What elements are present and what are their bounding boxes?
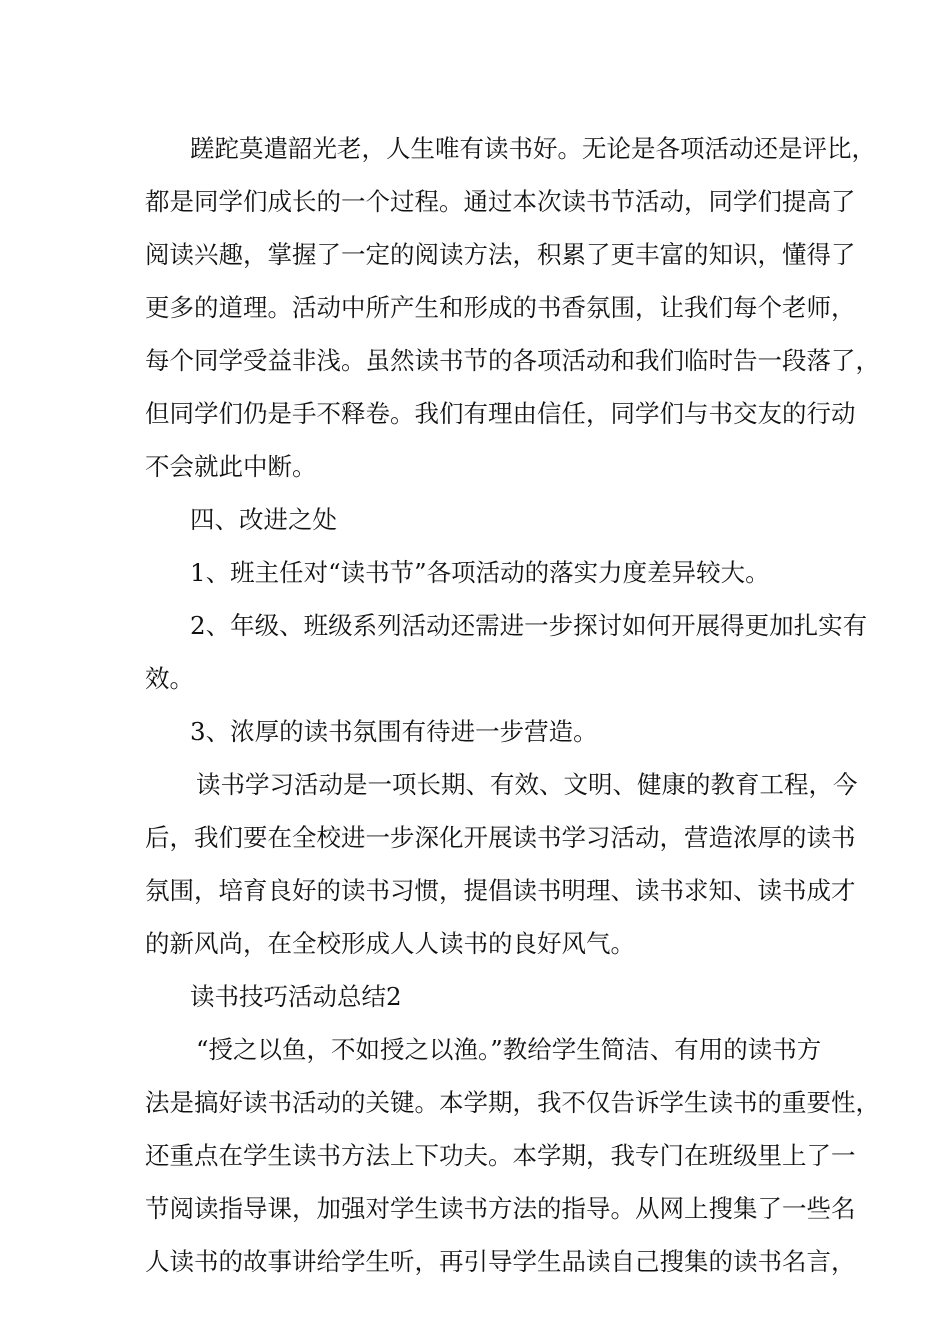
paragraph-line: 更多的道理。活动中所产生和形成的书香氛围，让我们每个老师， xyxy=(145,293,856,322)
paragraph-line: 氛围，培育良好的读书习惯，提倡读书明理、读书求知、读书成才 xyxy=(145,876,856,905)
paragraph-line: 蹉跎莫遣韶光老，人生唯有读书好。无论是各项活动还是评比， xyxy=(190,134,876,163)
list-item: 1、班主任对“读书节”各项活动的落实力度差异较大。 xyxy=(190,558,770,587)
section-title: 读书技巧活动总结2 xyxy=(190,982,402,1011)
list-item: 2、年级、班级系列活动还需进一步探讨如何开展得更加扎实有 xyxy=(190,611,868,640)
paragraph-line: 但同学们仍是手不释卷。我们有理由信任，同学们与书交友的行动 xyxy=(145,399,856,428)
paragraph-line: 人读书的故事讲给学生听，再引导学生品读自己搜集的读书名言， xyxy=(145,1247,856,1276)
paragraph-line: 不会就此中断。 xyxy=(145,452,317,481)
list-item-continuation: 效。 xyxy=(145,664,194,693)
section-heading: 四、改进之处 xyxy=(190,505,337,534)
paragraph-line: 每个同学受益非浅。虽然读书节的各项活动和我们临时告一段落了， xyxy=(145,346,880,375)
paragraph-line: 读书学习活动是一项长期、有效、文明、健康的教育工程，今 xyxy=(196,770,858,799)
paragraph-line: 都是同学们成长的一个过程。通过本次读书节活动，同学们提高了 xyxy=(145,187,856,216)
paragraph-line: 法是搞好读书活动的关键。本学期，我不仅告诉学生读书的重要性， xyxy=(145,1088,880,1117)
paragraph-line: 的新风尚，在全校形成人人读书的良好风气。 xyxy=(145,929,635,958)
paragraph-line: “授之以鱼，不如授之以渔。”教给学生简洁、有用的读书方 xyxy=(196,1035,822,1064)
paragraph-line: 后，我们要在全校进一步深化开展读书学习活动，营造浓厚的读书 xyxy=(145,823,856,852)
paragraph-line: 节阅读指导课，加强对学生读书方法的指导。从网上搜集了一些名 xyxy=(145,1194,856,1223)
list-item: 3、浓厚的读书氛围有待进一步营造。 xyxy=(190,717,598,746)
paragraph-line: 阅读兴趣，掌握了一定的阅读方法，积累了更丰富的知识，懂得了 xyxy=(145,240,856,269)
paragraph-line: 还重点在学生读书方法上下功夫。本学期，我专门在班级里上了一 xyxy=(145,1141,856,1170)
